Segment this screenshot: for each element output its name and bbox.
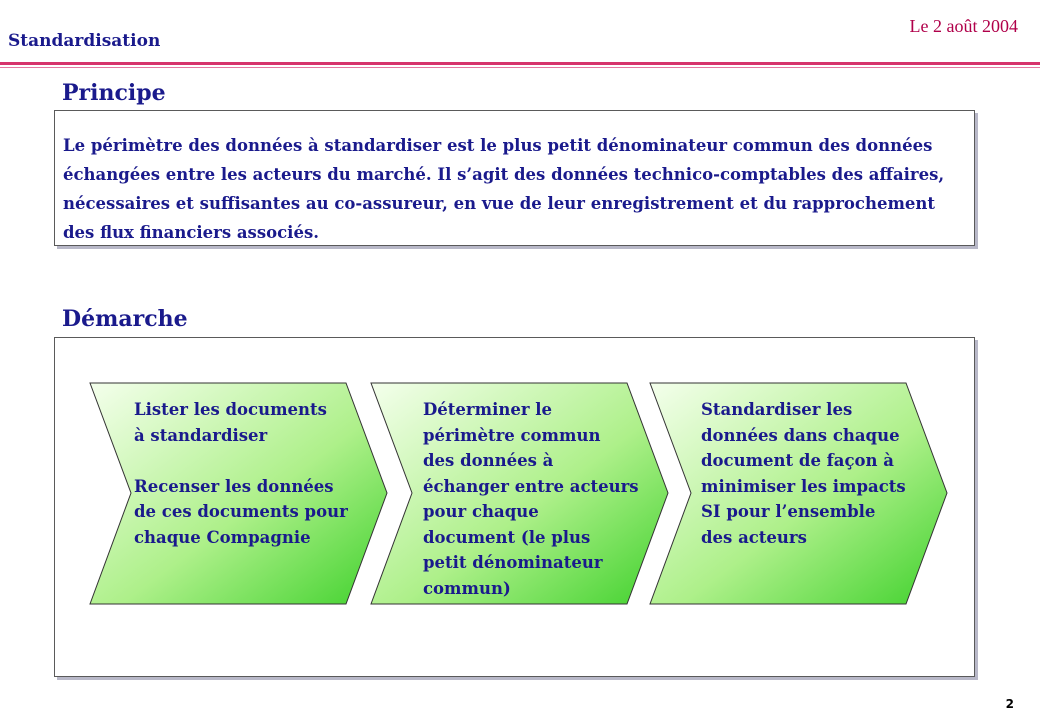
step-3-text [701, 397, 906, 550]
header-date: Le 2 août 2004 [909, 16, 1018, 36]
step-1-line: à standardiser [134, 425, 268, 445]
step-1-line: de ces documents pour [134, 502, 348, 521]
step-2-line: échanger entre acteurs [423, 476, 639, 496]
demarche-heading: Démarche [62, 306, 188, 332]
step-3-line: données dans chaque [701, 425, 900, 445]
step-2-line: document (le plus [423, 527, 591, 547]
page-number: 2 [1005, 697, 1014, 711]
step-2-line: périmètre commun [423, 425, 601, 445]
step-2-line: Déterminer le [423, 400, 553, 419]
step-1-text [134, 397, 348, 550]
step-2-line: pour chaque [423, 502, 539, 521]
header-title: Standardisation [8, 31, 161, 51]
step-3-line: minimiser les impacts [701, 476, 906, 496]
step-2-line: des données à [423, 451, 554, 470]
step-2-line: petit dénominateur [423, 553, 603, 572]
principe-heading: Principe [62, 80, 166, 106]
step-3-line: Standardiser les [701, 400, 853, 419]
step-1-spacer [134, 448, 348, 474]
step-3-line: des acteurs [701, 527, 807, 547]
step-3-line: document de façon à [701, 451, 894, 470]
step-3-line: SI pour l’ensemble [701, 502, 876, 521]
step-2-line: commun) [423, 578, 511, 598]
step-1-line: Lister les documents [134, 400, 327, 419]
principe-text: Le périmètre des données à standardiser est le plus petit dénominateur commun des données échangées entre les acteurs du marché. Il s’agit des données technico-comptables des affaires, nécessaires et suffisantes au co-assureur, en vue de leur enregistrement et du rapprochement des flux financiers associés. [63, 136, 945, 242]
step-2-text [423, 397, 639, 601]
step-1-line: chaque Compagnie [134, 527, 311, 547]
step-1-line: Recenser les données [134, 476, 334, 496]
